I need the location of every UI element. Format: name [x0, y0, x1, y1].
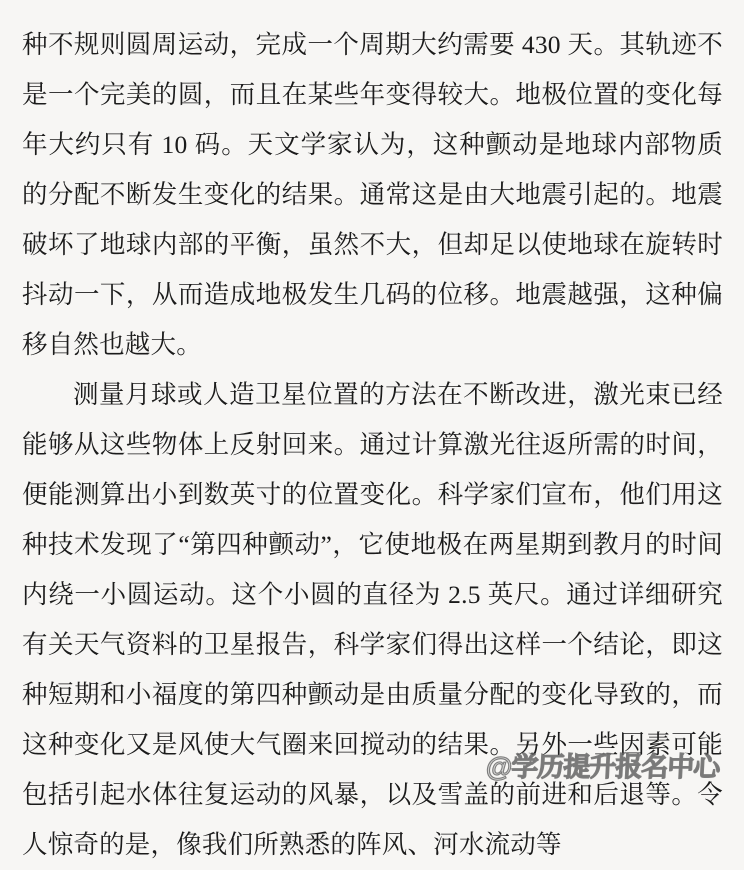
body-paragraph-1: 种不规则圆周运动，完成一个周期大约需要 430 天。其轨迹不是一个完美的圆，而且在某些年变得较大。地极位置的变化每年大约只有 10 码。天文学家认为，这种颤动是地球内部物质的分配不断发生变化的结果。通常这是由大地震引起的。地震破坏了地球内部的平衡，虽然不大，但却足以使地球在旋转时抖动一下，从而造成地极发生几码的位移。地震越强，这种偏移自然也越大。 — [22, 30, 723, 359]
body-paragraph-2: 测量月球或人造卫星位置的方法在不断改进，激光束已经能够从这些物体上反射回来。通过计算激光往返所需的时间，便能测算出小到数英寸的位置变化。科学家们宣布，他们用这种技术发现了“第四种颤动”，它使地极在两星期到教月的时间内绕一小圆运动。这个小圆的直径为 2.5 英尺。通过详细研究有关天气资料的卫星报告，科学家们得出这样一个结论，即这种短期和小福度的第四种颤动是由质量分配的变化导致的，而这种变化又是风使大气圈来回搅动的结果。另外一些因素可能包括引起水体往复运动的风暴，以及雪盖的前进和后退等。令人惊奇的是，像我们所熟悉的阵风、河水流动等 — [22, 380, 723, 859]
watermark-overlay: @学历提升报名中心 — [485, 752, 721, 782]
